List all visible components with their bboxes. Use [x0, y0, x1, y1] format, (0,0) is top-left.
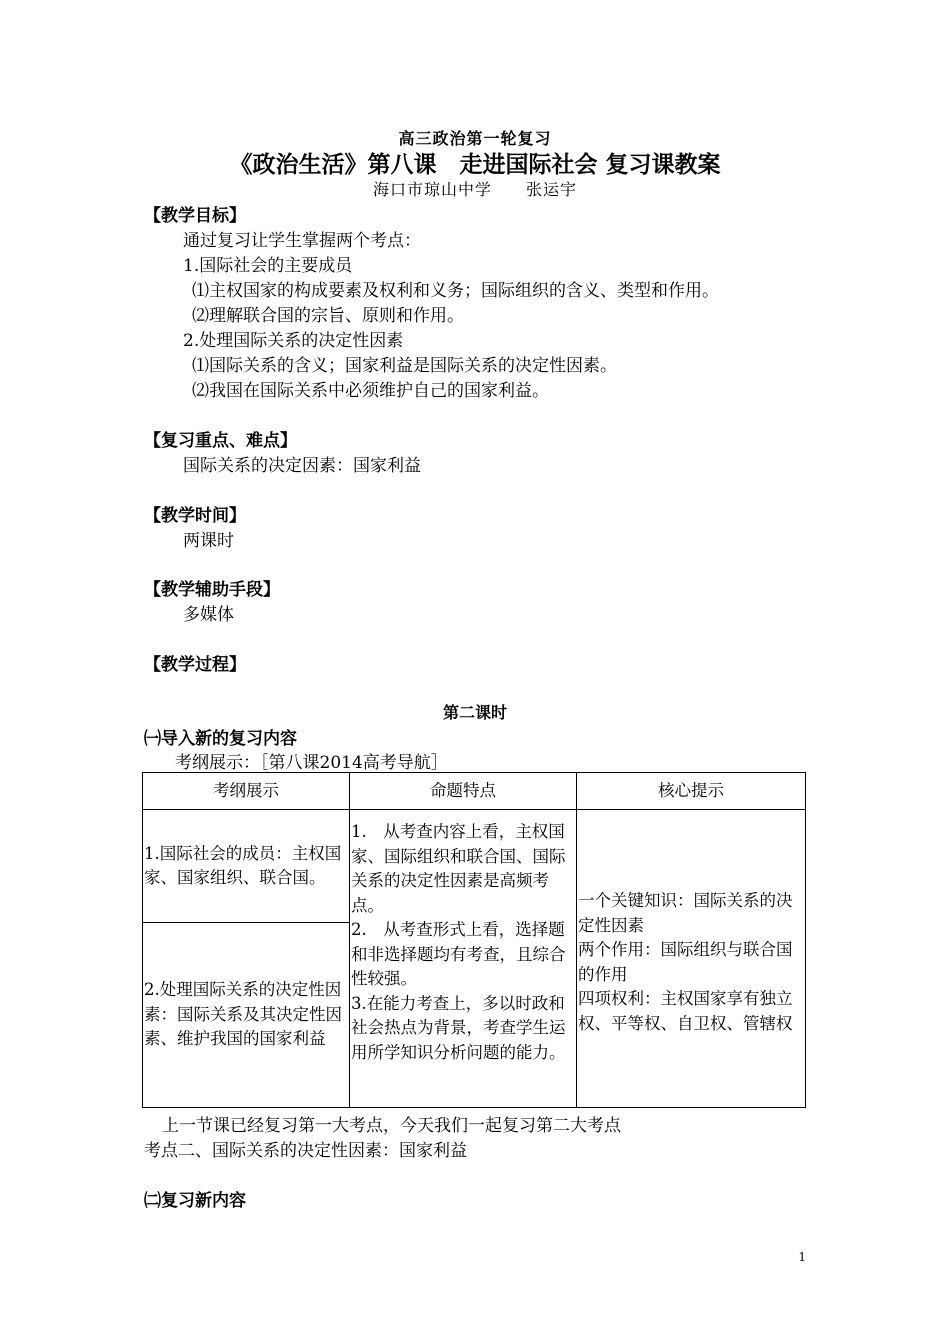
session-title: 第二课时: [442, 703, 507, 722]
process-heading: 【教学过程】: [144, 655, 246, 675]
objective-point-2a: ⑴国际关系的含义；国家利益是国际关系的决定性因素。: [192, 356, 617, 376]
hint-item-3: 四项权利：主权国家享有独立权、平等权、自卫权、管辖权: [578, 989, 793, 1033]
objective-point-1: 1.国际社会的主要成员: [183, 256, 353, 276]
objective-point-2b: ⑵我国在国际关系中必须维护自己的国家利益。: [192, 381, 549, 401]
document-title: 《政治生活》第八课 走进国际社会 复习课教案: [229, 152, 721, 178]
supertitle: 高三政治第一轮复习: [398, 129, 552, 148]
section-2-heading: ㈡复习新内容: [144, 1191, 246, 1211]
time-text: 两课时: [183, 531, 234, 551]
objective-point-1b: ⑵理解联合国的宗旨、原则和作用。: [192, 306, 464, 326]
aids-text: 多媒体: [183, 605, 234, 625]
header-cell-outline: 考纲展示: [143, 773, 350, 810]
table-header-row: [143, 773, 806, 810]
page-number: 1: [798, 1250, 806, 1264]
hint-item-1: 一个关键知识：国际关系的决定性因素: [578, 891, 793, 935]
feature-item-3: 3.在能力考查上，多以时政和社会热点为背景，考查学生运用所学知识分析问题的能力。: [351, 993, 566, 1062]
outline-cell-2: 2.处理国际关系的决定性因素：国际关系及其决定性因素、维护我国的国家利益: [143, 923, 350, 1108]
author-line: 海口市琼山中学 张运宇: [372, 180, 577, 199]
feature-item-1: 1. 从考查内容上看，主权国家、国际组织和联合国、国际关系的决定性因素是高频考点。: [351, 822, 566, 915]
objective-point-2: 2.处理国际关系的决定性因素: [183, 331, 404, 351]
outline-cell-1: 1.国际社会的成员：主权国家、国家组织、联合国。: [143, 810, 350, 923]
objectives-intro: 通过复习让学生掌握两个考点：: [183, 231, 421, 251]
header-cell-hints: 核心提示: [577, 773, 806, 810]
table-row: [143, 810, 806, 923]
objectives-heading: 【教学目标】: [144, 206, 246, 226]
time-heading: 【教学时间】: [144, 506, 246, 526]
topic-two-line: 考点二、国际关系的决定性因素：国家利益: [144, 1141, 467, 1161]
objective-point-1a: ⑴主权国家的构成要素及权利和义务；国际组织的含义、类型和作用。: [192, 281, 719, 301]
hints-cell: [577, 810, 806, 1108]
key-points-heading: 【复习重点、难点】: [144, 431, 297, 451]
outline-intro: 考纲展示：［第八课2014高考导航］: [175, 753, 448, 773]
exam-outline-table: [142, 772, 806, 1108]
header-cell-features: 命题特点: [350, 773, 577, 810]
aids-heading: 【教学辅助手段】: [144, 580, 280, 600]
features-cell: [350, 810, 577, 1108]
key-points-text: 国际关系的决定因素：国家利益: [183, 456, 421, 476]
transition-line: 上一节课已经复习第一大考点，今天我们一起复习第二大考点: [162, 1116, 621, 1136]
hint-item-2: 两个作用：国际组织与联合国的作用: [578, 940, 793, 984]
section-1-heading: ㈠导入新的复习内容: [144, 729, 297, 749]
feature-item-2: 2. 从考查形式上看，选择题和非选择题均有考查，且综合性较强。: [351, 920, 566, 988]
